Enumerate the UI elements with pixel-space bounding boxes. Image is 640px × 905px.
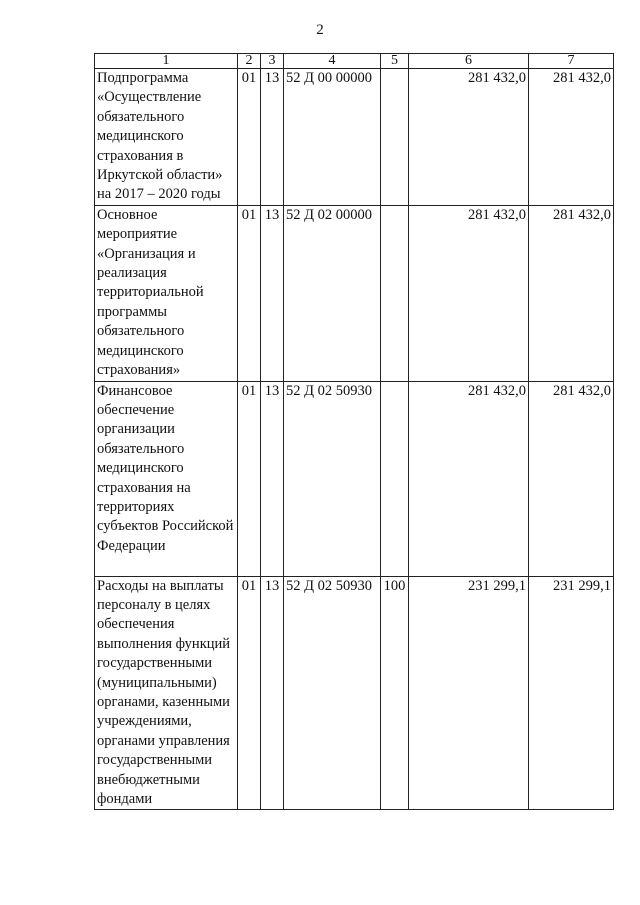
row-target-article: 52 Д 00 00000 bbox=[284, 69, 381, 206]
header-col-7: 7 bbox=[529, 54, 614, 69]
row-expense-type bbox=[381, 69, 409, 206]
header-col-6: 6 bbox=[409, 54, 529, 69]
row-target-article: 52 Д 02 50930 bbox=[284, 576, 381, 810]
row-section-code: 01 bbox=[238, 205, 261, 381]
row-amount-col6: 281 432,0 bbox=[409, 69, 529, 206]
row-target-article: 52 Д 02 50930 bbox=[284, 381, 381, 576]
row-amount-col6: 281 432,0 bbox=[409, 205, 529, 381]
row-amount-col7: 231 299,1 bbox=[529, 576, 614, 810]
row-expense-type bbox=[381, 205, 409, 381]
row-expense-type bbox=[381, 381, 409, 576]
row-amount-col7: 281 432,0 bbox=[529, 381, 614, 576]
header-col-5: 5 bbox=[381, 54, 409, 69]
page-number: 2 bbox=[316, 22, 324, 38]
row-subsection-code: 13 bbox=[261, 381, 284, 576]
row-subsection-code: 13 bbox=[261, 205, 284, 381]
table-row bbox=[95, 576, 614, 810]
row-expense-type: 100 bbox=[381, 576, 409, 810]
row-amount-col6: 281 432,0 bbox=[409, 381, 529, 576]
row-name: Расходы на выплаты персоналу в целях обеспечения выполнения функций государственными (муниципальными) органами, казенными учреждениями, органами управления государственными внебюджетными фондами bbox=[95, 576, 238, 810]
row-amount-col7: 281 432,0 bbox=[529, 69, 614, 206]
budget-table bbox=[94, 53, 614, 810]
header-col-4: 4 bbox=[284, 54, 381, 69]
header-col-1: 1 bbox=[95, 54, 238, 69]
row-subsection-code: 13 bbox=[261, 576, 284, 810]
table-row bbox=[95, 69, 614, 206]
row-amount-col6: 231 299,1 bbox=[409, 576, 529, 810]
row-section-code: 01 bbox=[238, 381, 261, 576]
header-col-2: 2 bbox=[238, 54, 261, 69]
table-row bbox=[95, 381, 614, 576]
table-header-row bbox=[95, 54, 614, 69]
row-name: Основное мероприятие «Организация и реализация территориальной программы обязательного медицинского страхования» bbox=[95, 205, 238, 381]
table-row bbox=[95, 205, 614, 381]
row-name: Подпрограмма «Осуществление обязательного медицинского страхования в Иркутской области» на 2017 – 2020 годы bbox=[95, 69, 238, 206]
row-section-code: 01 bbox=[238, 576, 261, 810]
row-target-article: 52 Д 02 00000 bbox=[284, 205, 381, 381]
row-name: Финансовое обеспечение организации обязательного медицинского страхования на территориях субъектов Российской Федерации bbox=[95, 381, 238, 576]
header-col-3: 3 bbox=[261, 54, 284, 69]
row-amount-col7: 281 432,0 bbox=[529, 205, 614, 381]
row-section-code: 01 bbox=[238, 69, 261, 206]
row-subsection-code: 13 bbox=[261, 69, 284, 206]
